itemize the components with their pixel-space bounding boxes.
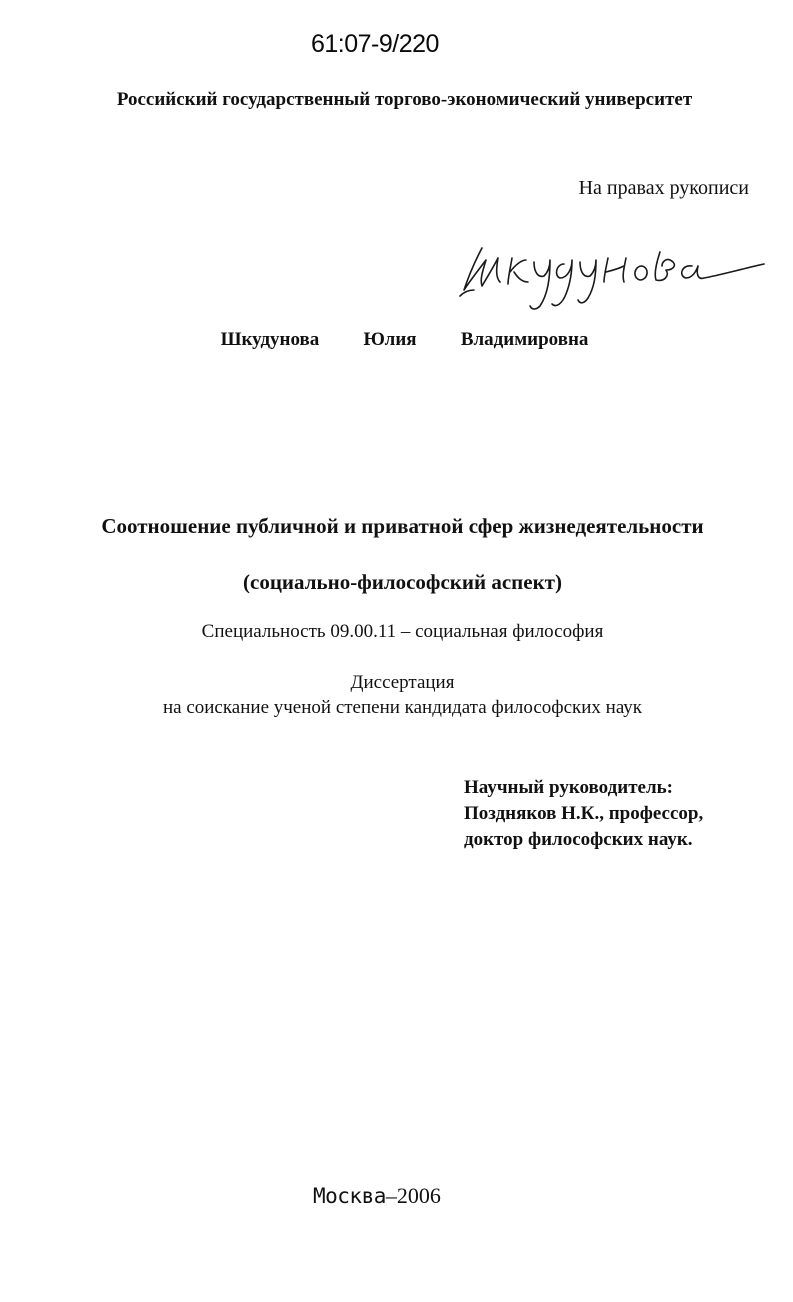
dissertation-title: Соотношение публичной и приватной сфер жизнедеятельности: [101, 514, 704, 538]
dissertation-subtitle: (социально-философский аспект): [243, 570, 562, 594]
advisor-title: доктор философских наук.: [464, 829, 693, 850]
advisor-name: Поздняков Н.К., профессор,: [464, 803, 704, 824]
manuscript-note: На правах рукописи: [578, 177, 749, 199]
city: Москва: [313, 1184, 386, 1208]
separator: –: [385, 1183, 397, 1208]
university-name: Российский государственный торгово-экономический университет: [116, 89, 693, 110]
thesis-degree: на соискание ученой степени кандидата философских наук: [162, 697, 643, 718]
author-name: Шкудунова Юлия Владимировна: [220, 329, 589, 350]
advisor-block: [464, 775, 703, 853]
specialty: Специальность 09.00.11 – социальная философия: [201, 621, 604, 642]
author-signature: [452, 218, 772, 318]
catalog-number: 61:07-9/220: [311, 30, 439, 58]
advisor-heading: Научный руководитель:: [464, 777, 673, 798]
city-year: [313, 1183, 441, 1209]
thesis-type: Диссертация: [350, 672, 455, 693]
year: 2006: [396, 1183, 441, 1208]
